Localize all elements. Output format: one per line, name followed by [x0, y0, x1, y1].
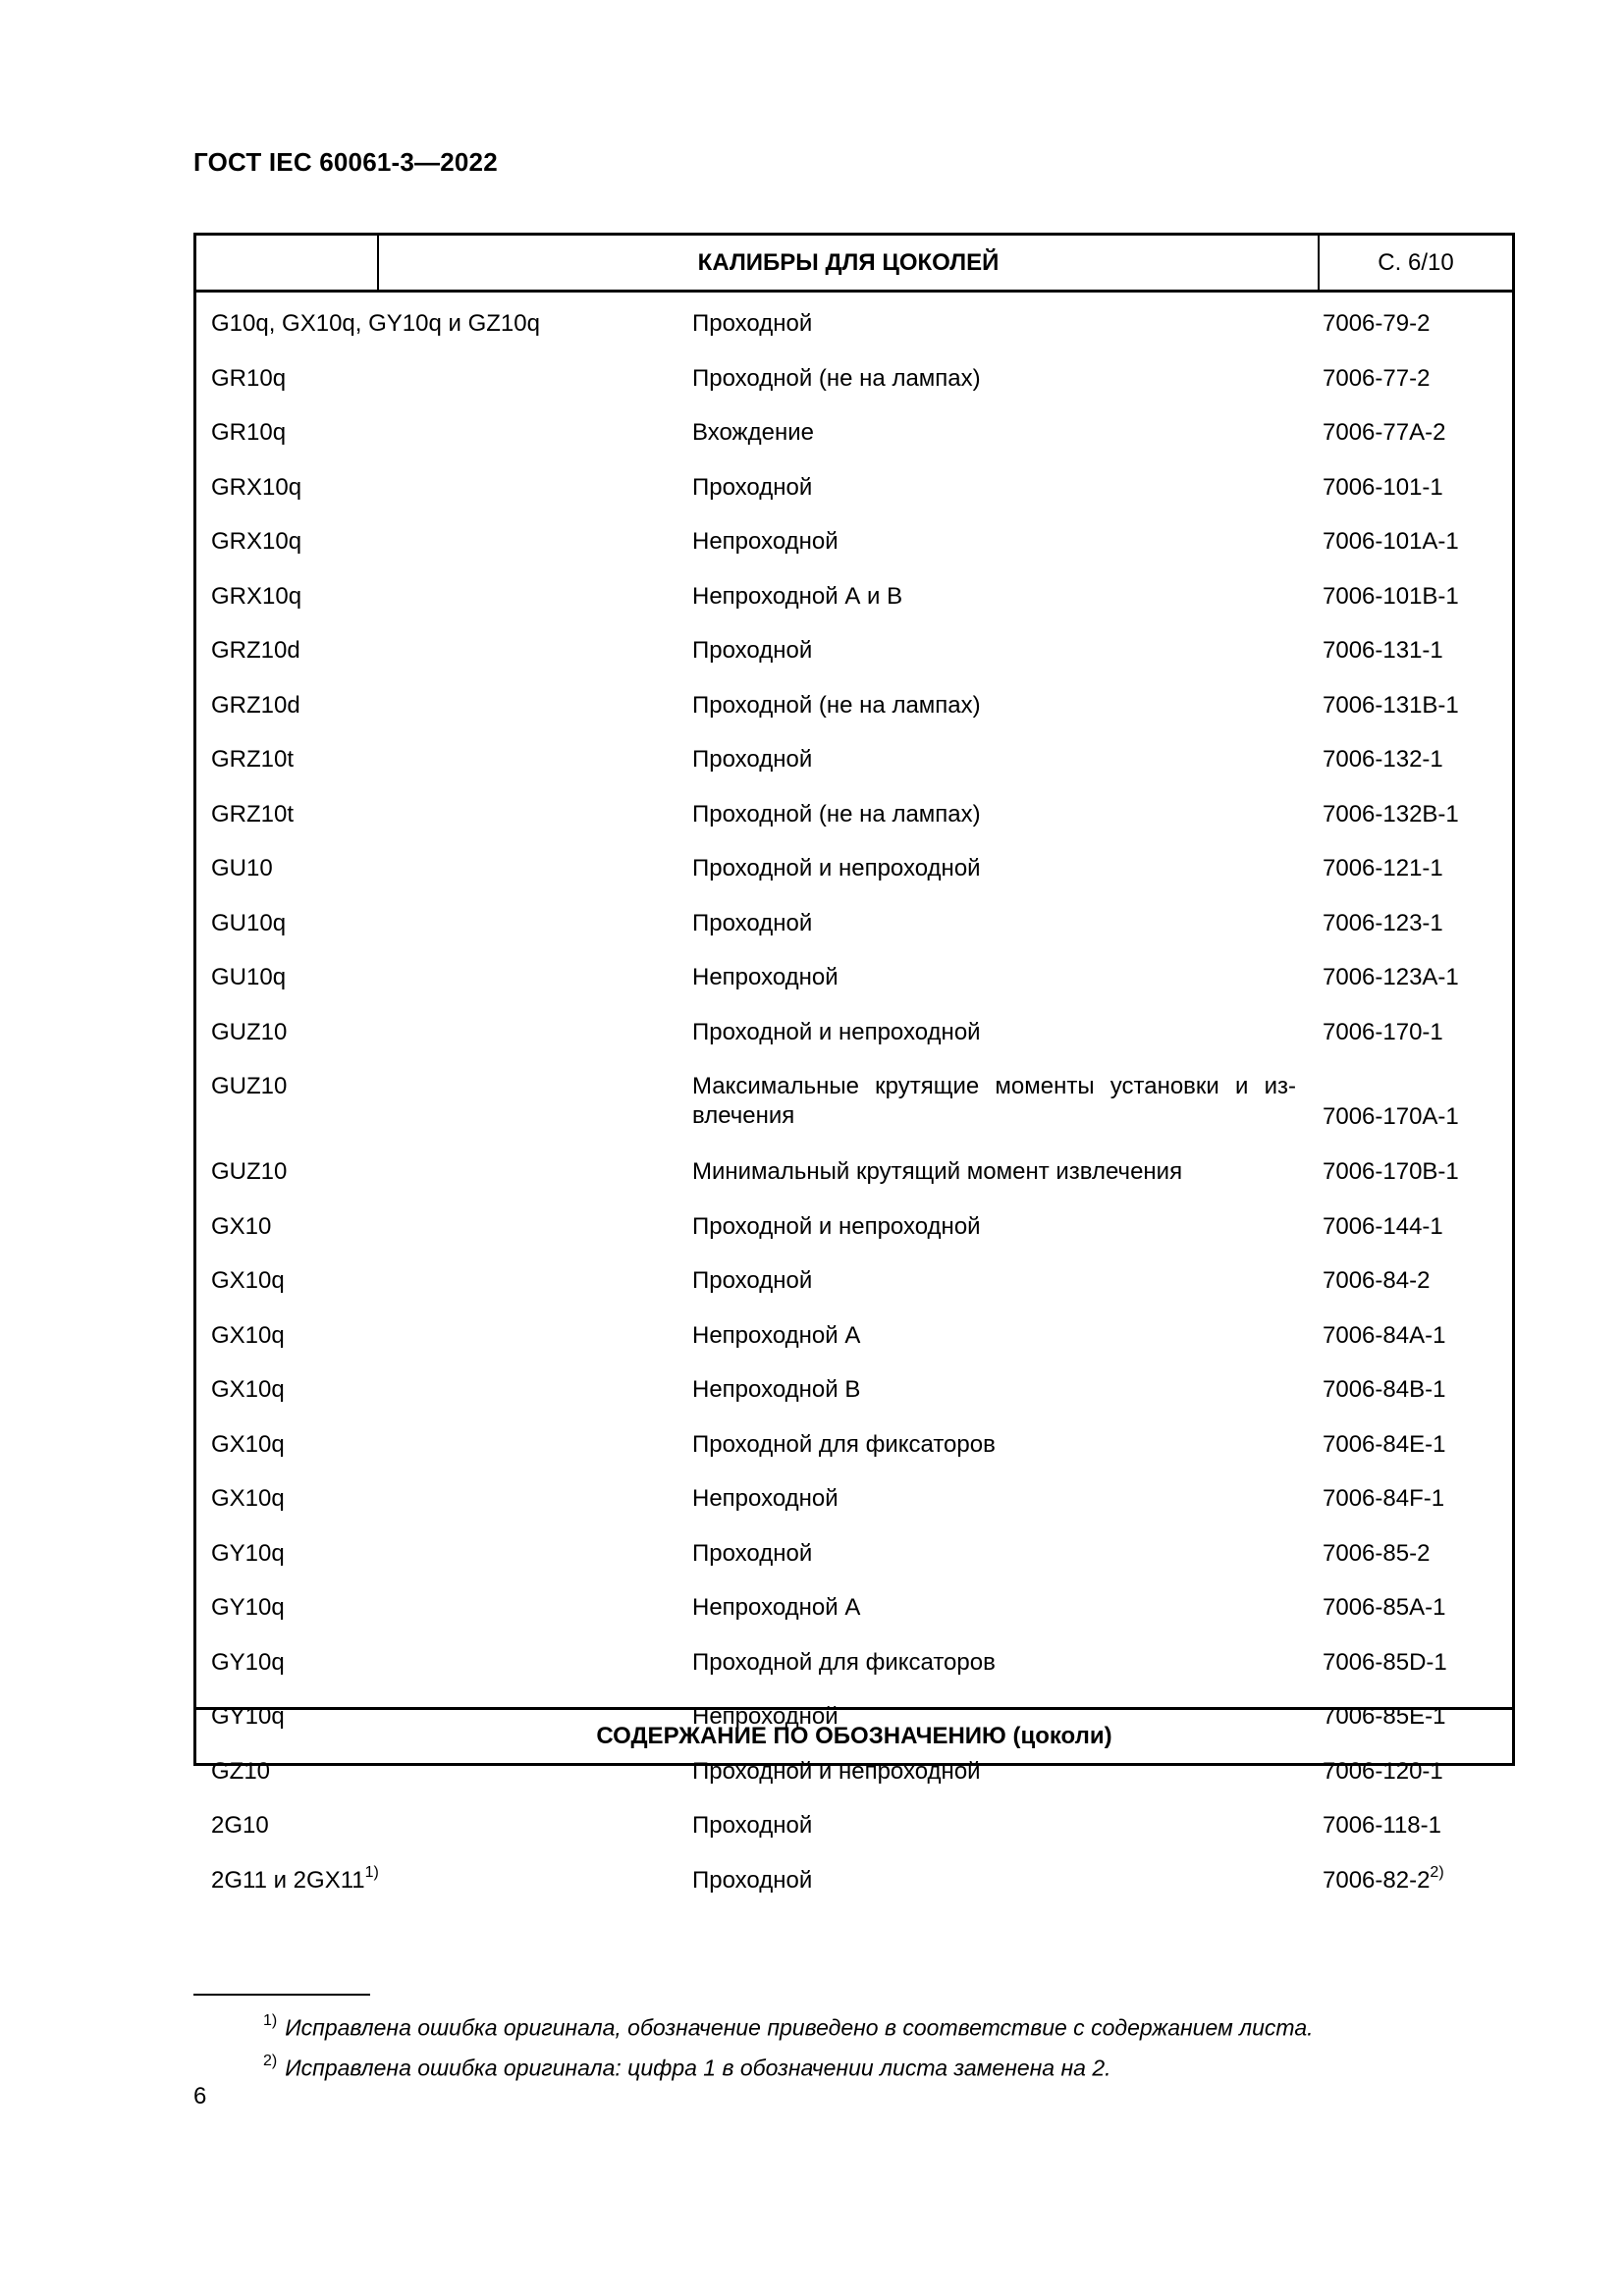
gauge-type: Проходной	[692, 909, 813, 936]
base-cell	[196, 738, 692, 793]
gauge-type: Непроходной А	[692, 1594, 861, 1621]
sheet-number: 7006-85D-1	[1323, 1648, 1447, 1676]
sheet-number: 7006-85Е-1	[1323, 1703, 1446, 1730]
table-row	[196, 411, 1512, 466]
base-designation: GX10q	[211, 1376, 285, 1403]
base-designation: GX10q	[211, 1267, 285, 1294]
sheet-number: 7006-84Е-1	[1323, 1430, 1446, 1458]
sheet-cell	[1314, 1205, 1512, 1260]
base-designation: GUZ10	[211, 1158, 288, 1185]
base-designation: GRZ10d	[211, 637, 300, 664]
table-row	[196, 1314, 1512, 1369]
sheet-number: 7006-170А-1	[1323, 1103, 1459, 1130]
table-row	[196, 1065, 1512, 1150]
table-row	[196, 1477, 1512, 1532]
gauge-type: Проходной	[692, 637, 813, 664]
base-designation: GX10q	[211, 1485, 285, 1512]
base-designation: GU10q	[211, 964, 287, 990]
footnotes	[263, 2005, 1314, 2085]
base-cell	[196, 1314, 692, 1369]
base-cell	[196, 1205, 692, 1260]
sheet-cell	[1314, 1695, 1512, 1750]
gauge-type: Проходной (не на лампах)	[692, 691, 981, 719]
sheet-cell	[1314, 357, 1512, 412]
base-designation: GRZ10t	[211, 800, 295, 828]
gauge-type: Проходной	[692, 1866, 813, 1894]
base-designation: GY10q	[211, 1594, 285, 1621]
footnote-mark: 1)	[263, 2012, 278, 2029]
table-row	[196, 1804, 1512, 1859]
gauge-type: Проходной и непроходной	[692, 1212, 981, 1240]
table-row	[196, 629, 1512, 684]
base-cell	[196, 1532, 692, 1587]
footnote-text: Исправлена ошибка оригинала, обозначение приведено в соответствие с содержанием листа.	[285, 2014, 1314, 2041]
table-row	[196, 357, 1512, 412]
table-row	[196, 1205, 1512, 1260]
gauge-type: Непроходной	[692, 964, 839, 990]
table-row	[196, 1641, 1512, 1696]
table-row	[196, 575, 1512, 630]
base-designation: GR10q	[211, 364, 287, 392]
sheet-cell	[1314, 738, 1512, 793]
sheet-cell	[1314, 1532, 1512, 1587]
sheet-number: 7006-118-1	[1323, 1812, 1441, 1839]
table-row	[196, 1259, 1512, 1314]
table-title: КАЛИБРЫ ДЛЯ ЦОКОЛЕЙ	[379, 236, 1320, 290]
base-designation: 2G10	[211, 1812, 269, 1839]
sheet-number: 7006-170-1	[1323, 1018, 1443, 1045]
sheet-number: 7006-84F-1	[1323, 1485, 1445, 1512]
sheet-cell	[1314, 1368, 1512, 1423]
base-designation: GRX10q	[211, 473, 302, 501]
base-designation: GR10q	[211, 419, 287, 446]
table-row	[196, 684, 1512, 739]
base-cell	[196, 1368, 692, 1423]
gauge-type: Проходной	[692, 473, 813, 501]
base-cell	[196, 575, 692, 630]
base-designation: GUZ10	[211, 1018, 288, 1045]
sheet-number: 7006-131-1	[1323, 637, 1443, 664]
base-cell	[196, 956, 692, 1011]
base-designation: GUZ10	[211, 1073, 288, 1099]
sheet-cell	[1314, 793, 1512, 848]
gauge-type: Проходной для фиксаторов	[692, 1648, 996, 1676]
sheet-cell	[1314, 902, 1512, 957]
sheet-cell	[1314, 1804, 1512, 1859]
table-row	[196, 738, 1512, 793]
table-row	[196, 1532, 1512, 1587]
gauge-type: Проходной	[692, 310, 813, 337]
footnote	[263, 2046, 1314, 2086]
sheet-cell	[1314, 1259, 1512, 1314]
sheet-cell	[1314, 1011, 1512, 1066]
table-row	[196, 793, 1512, 848]
sheet-cell	[1314, 1477, 1512, 1532]
sheet-cell	[1314, 847, 1512, 902]
table-row	[196, 1368, 1512, 1423]
sheet-cell	[1314, 575, 1512, 630]
base-designation: GRX10q	[211, 528, 302, 555]
footnote-ref: 2)	[1430, 1863, 1444, 1881]
table-footer: СОДЕРЖАНИЕ ПО ОБОЗНАЧЕНИЮ (цоколи)	[196, 1707, 1512, 1763]
footnote-divider	[193, 1994, 370, 1996]
header-blank-cell	[196, 236, 379, 290]
sheet-number: 7006-84-2	[1323, 1267, 1431, 1294]
sheet-number: 7006-170В-1	[1323, 1158, 1459, 1185]
base-designation: GU10q	[211, 909, 287, 936]
base-designation: G10q, GX10q, GY10q и GZ10q	[211, 310, 540, 337]
sheet-number: 7006-101В-1	[1323, 582, 1459, 610]
sheet-cell	[1314, 956, 1512, 1011]
base-cell	[196, 629, 692, 684]
table-row	[196, 1586, 1512, 1641]
gauge-type: Непроходной	[692, 528, 839, 555]
gauge-type: Проходной (не на лампах)	[692, 364, 981, 392]
page-reference: С. 6/10	[1378, 248, 1454, 276]
gauges-table	[193, 233, 1515, 1894]
sheet-cell	[1314, 411, 1512, 466]
table-row	[196, 902, 1512, 957]
table-row	[196, 1750, 1512, 1805]
sheet-number: 7006-79-2	[1323, 310, 1431, 337]
sheet-number: 7006-121-1	[1323, 855, 1443, 881]
base-cell	[196, 466, 692, 521]
sheet-number: 7006-85А-1	[1323, 1594, 1446, 1621]
sheet-number: 7006-132-1	[1323, 746, 1443, 773]
sheet-number: 7006-101-1	[1323, 473, 1443, 501]
base-designation: GY10q	[211, 1539, 285, 1567]
footnote-ref: 1)	[364, 1863, 379, 1881]
sheet-number: 7006-84В-1	[1323, 1376, 1446, 1403]
base-designation: GU10	[211, 855, 273, 881]
gauge-type: Непроходной	[692, 1703, 839, 1730]
table-row	[196, 1150, 1512, 1205]
sheet-cell	[1314, 1750, 1512, 1805]
table-header-row	[196, 236, 1512, 293]
sheet-cell	[1314, 1586, 1512, 1641]
gauge-type: Минимальный крутящий момент извлечения	[692, 1158, 1183, 1185]
gauge-type: Проходной и непроходной	[692, 1757, 981, 1785]
sheet-number: 7006-123-1	[1323, 909, 1443, 936]
base-designation: GZ10	[211, 1757, 271, 1785]
sheet-number: 7006-85-2	[1323, 1539, 1431, 1567]
gauge-type: Проходной	[692, 746, 813, 773]
base-designation: GRX10q	[211, 582, 302, 610]
gauge-type: Максимальные крутящие моменты установки и из-влечения	[692, 1073, 1296, 1129]
footnote-mark: 2)	[263, 2052, 278, 2069]
base-designation: GX10q	[211, 1430, 285, 1458]
table-row	[196, 847, 1512, 902]
base-cell	[196, 1065, 692, 1150]
base-cell	[196, 1859, 692, 1914]
gauge-type: Проходной для фиксаторов	[692, 1430, 996, 1458]
gauge-type: Непроходной А	[692, 1321, 861, 1349]
base-cell	[196, 1750, 692, 1805]
base-cell	[196, 520, 692, 575]
document-header: ГОСТ IEC 60061-3—2022	[193, 147, 498, 177]
sheet-number: 7006-82-2	[1323, 1866, 1431, 1894]
table-row	[196, 1423, 1512, 1478]
sheet-cell	[1314, 1641, 1512, 1696]
base-cell	[196, 1423, 692, 1478]
base-designation: 2G11 и 2GX11	[211, 1866, 365, 1894]
base-cell	[196, 1586, 692, 1641]
sheet-cell	[1314, 1859, 1512, 1914]
base-designation: GY10q	[211, 1703, 285, 1730]
base-cell	[196, 357, 692, 412]
gauge-type: Непроходной В	[692, 1376, 861, 1403]
base-cell	[196, 1804, 692, 1859]
base-designation: GRZ10t	[211, 746, 295, 773]
sheet-cell	[1314, 466, 1512, 521]
footnote-text: Исправлена ошибка оригинала: цифра 1 в обозначении листа заменена на 2.	[285, 2055, 1111, 2081]
gauge-type: Проходной	[692, 1267, 813, 1294]
gauge-type: Проходной	[692, 1539, 813, 1567]
gauge-type: Вхождение	[692, 419, 814, 446]
table-row	[196, 302, 1512, 357]
sheet-cell	[1314, 302, 1512, 357]
table-row	[196, 956, 1512, 1011]
base-designation: GX10q	[211, 1321, 285, 1349]
sheet-cell	[1314, 1423, 1512, 1478]
table-row	[196, 520, 1512, 575]
sheet-number: 7006-101А-1	[1323, 528, 1459, 555]
sheet-cell	[1314, 1314, 1512, 1369]
footnote	[263, 2005, 1314, 2046]
gauge-type: Проходной (не на лампах)	[692, 800, 981, 828]
base-designation: GX10	[211, 1212, 272, 1240]
gauge-type: Непроходной А и В	[692, 582, 903, 610]
sheet-number: 7006-120-1	[1323, 1757, 1443, 1785]
sheet-number: 7006-77-2	[1323, 364, 1431, 392]
sheet-cell	[1314, 1065, 1512, 1150]
base-cell	[196, 1259, 692, 1314]
sheet-number: 7006-144-1	[1323, 1212, 1443, 1240]
gauge-type: Проходной и непроходной	[692, 855, 981, 881]
base-cell	[196, 902, 692, 957]
sheet-number: 7006-123А-1	[1323, 964, 1459, 990]
gauge-type: Непроходной	[692, 1485, 839, 1512]
base-cell	[196, 684, 692, 739]
base-cell	[196, 411, 692, 466]
base-designation: GY10q	[211, 1648, 285, 1676]
sheet-number: 7006-132В-1	[1323, 800, 1459, 828]
base-cell	[196, 302, 692, 357]
table-row	[196, 466, 1512, 521]
base-cell	[196, 793, 692, 848]
base-cell	[196, 1150, 692, 1205]
sheet-number: 7006-131В-1	[1323, 691, 1459, 719]
sheet-cell	[1314, 1150, 1512, 1205]
sheet-number: 7006-77А-2	[1323, 419, 1446, 446]
base-designation: GRZ10d	[211, 691, 300, 719]
sheet-number: 7006-84А-1	[1323, 1321, 1446, 1349]
base-cell	[196, 1011, 692, 1066]
base-cell	[196, 1641, 692, 1696]
sheet-cell	[1314, 684, 1512, 739]
table-row	[196, 1859, 1512, 1914]
sheet-cell	[1314, 520, 1512, 575]
gauge-type: Проходной	[692, 1812, 813, 1839]
base-cell	[196, 847, 692, 902]
sheet-cell	[1314, 629, 1512, 684]
base-cell	[196, 1477, 692, 1532]
table-row	[196, 1011, 1512, 1066]
page-number: 6	[193, 2083, 207, 2109]
gauge-type: Проходной и непроходной	[692, 1018, 981, 1045]
